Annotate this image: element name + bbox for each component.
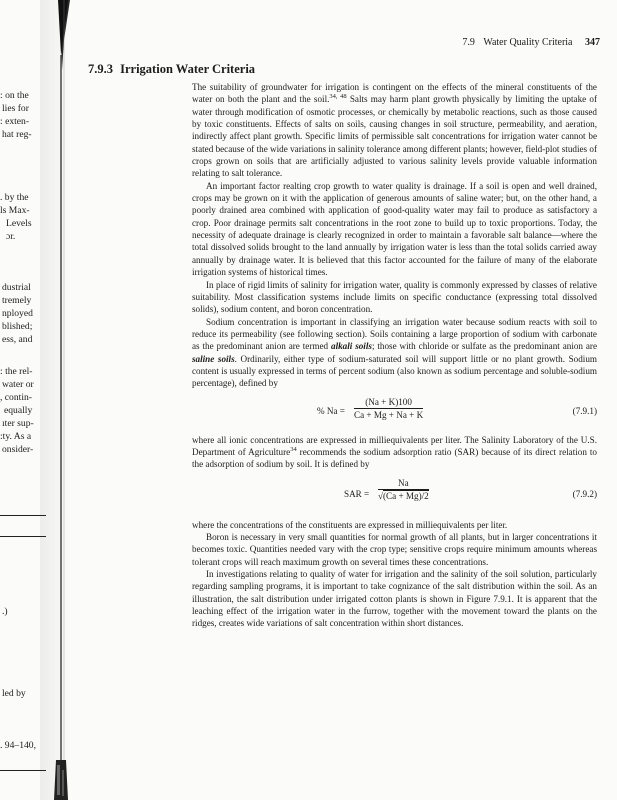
- book-spine: [44, 0, 74, 800]
- equation-number: (7.9.2): [572, 488, 597, 499]
- fragment-line: lies for: [2, 103, 29, 114]
- fragment-line: onsider-: [2, 444, 34, 455]
- running-header: [430, 37, 600, 48]
- body-text: [192, 81, 597, 630]
- equation-sar: [192, 477, 597, 511]
- adjacent-page-fragments: [0, 0, 46, 800]
- paragraph: where all ionic concentrations are expressed in milliequivalents per liter. The Salinity Laboratory of the U.S. Department of Agriculture$^{34}$ recommends the sodium adsorption ratio (SAR) because of its direct relation to the adsorption of sodium by soil. It is defined by: [192, 434, 597, 470]
- fragment-line: equally: [4, 405, 33, 416]
- fragment-line: : the rel-: [0, 366, 33, 377]
- paragraph: In investigations relating to quality of water for irrigation and the salinity of the soil solution, particularly regarding sampling programs, it is important to take cognizance of the salt distribution within the soil. As an illustration, the salt distribution under irrigated cotton plants is shown in Figure 7.9.1. It is apparent that the leaching effect of the irrigation water in the furrow, together with the movement toward the plants on the ridges, creates wide variations of salt concentration within short distances.: [192, 569, 597, 629]
- fragment-line: . 94–140,: [0, 740, 36, 751]
- fragment-line: ess, and: [2, 334, 33, 345]
- fragment-line: . by the: [0, 192, 29, 203]
- term-saline-soils: saline soils: [192, 353, 235, 364]
- citation-superscript: 34: [290, 445, 297, 453]
- paragraph: where the concentrations of the constituents are expressed in milliequivalents per liter.: [192, 519, 508, 530]
- footnote-rule: [0, 770, 46, 771]
- equation-fraction: [378, 477, 429, 503]
- paragraph: Boron is necessary in very small quantities for normal growth of all plants, but in larger concentrations it becomes toxic. Quantities needed vary with the crop type; sensitive crops require minimum amounts whereas tolerant crops will reach maximum growth on several times these concentrations.: [192, 531, 597, 567]
- fragment-line: blished;: [2, 321, 33, 332]
- fragment-line: tremely: [2, 295, 32, 306]
- equation-numerator: Na: [378, 477, 429, 490]
- fragment-line: nployed: [2, 308, 33, 319]
- spine-graphic: [44, 0, 74, 800]
- equation-number: (7.9.1): [572, 405, 597, 416]
- sqrt-symbol: √: [378, 490, 384, 501]
- fragment-line: hat reg-: [2, 129, 32, 140]
- footnote-rule: [0, 515, 46, 516]
- fragment-line: ls Max-: [0, 205, 30, 216]
- fragment-line: Levels: [6, 218, 32, 229]
- header-section-ref: 7.9: [462, 37, 475, 48]
- fragment-line: ıter sup-: [2, 418, 34, 429]
- fragment-line: .): [2, 606, 8, 617]
- equation-lhs: % Na =: [317, 405, 345, 416]
- paragraph: The suitability of groundwater for irrigation is contingent on the effects of the mineral constituents of the water on both the plant and the soil.$^{34, 48}$ Salts may harm plant growth physically by limiting the uptake of water through modification of osmotic processes, or chemically by metabolic reactions, such as those caused by toxic constituents. Effects of salts on soils, causing changes in soil structure, permeability, and aeration, indirectly affect plant growth. Specific limits of permissible salt concentrations for irrigation water cannot be stated because of the wide variations in salinity tolerance among different plants; however, field-plot studies of crops grown on soils that are artificially adjusted to various salinity levels provide valuable information relating to salt tolerance.: [192, 82, 598, 179]
- equation-percent-sodium: [192, 396, 597, 426]
- fragment-line: , contin-: [0, 392, 32, 403]
- paragraph: In place of rigid limits of salinity for irrigation water, quality is commonly expressed by classes of relative suitability. Most classification systems include limits on specific conductance (expressing total dissolved solids), sodium content, and boron concentration.: [192, 279, 597, 315]
- fragment-line: : on the: [0, 90, 29, 101]
- fragment-line: led by: [2, 688, 26, 699]
- footnote-rule: [0, 536, 46, 537]
- paragraph: An important factor realting crop growth to water quality is drainage. If a soil is open and well drained, crops may be grown on it with the application of generous amounts of saline water; but, on the other hand, a poorly drained area combined with application of good-quality water may fail to produce as satisfactory a crop. Poor drainage permits salt concentrations in the root zone to build up to toxic proportions. Today, the necessity of adequate drainage is clearly recognized in order to maintain a favorable salt balance—where the total dissolved solids brought to the land annually by irrigation water is less than the total solids carried away annually by drainage water. It is believed that this factor accounted for the failure of many of the elaborate irrigation systems of historical times.: [192, 180, 597, 278]
- section-number: 7.9.3: [88, 62, 113, 76]
- section-title: Irrigation Water Criteria: [120, 62, 256, 76]
- fragment-line: :ty. As a: [0, 431, 32, 442]
- fragment-line: water or: [2, 379, 34, 390]
- fragment-line: ɔr.: [6, 231, 16, 242]
- equation-lhs: SAR =: [344, 488, 370, 499]
- equation-denominator: √(Ca + Mg)/2: [378, 490, 429, 501]
- fragment-line: dustrial: [2, 282, 31, 293]
- section-heading: [88, 62, 255, 77]
- equation-fraction: [354, 396, 423, 422]
- fragment-line: : exten-: [0, 116, 30, 127]
- paragraph: Sodium concentration is important in classifying an irrigation water because sodium reacts with soil to reduce its permeability (see following section). Soils containing a large proportion of sodium with carbonate as the predominant anion are termed alkali soils; those with chloride or sulfate as the predominant anion are saline soils. Ordinarily, either type of sodium-saturated soil will support little or no plant growth. Sodium content is usually expressed in terms of percent sodium (also known as sodium percentage and soluble-sodium percentage), defined by: [192, 316, 598, 389]
- term-alkali-soils: alkali soils: [331, 341, 372, 352]
- citation-superscript: 34, 48: [329, 93, 347, 101]
- header-title: Water Quality Criteria: [483, 37, 573, 48]
- equation-denominator: Ca + Mg + Na + K: [354, 409, 424, 420]
- equation-numerator: (Na + K)100: [354, 396, 423, 409]
- page-number: 347: [585, 37, 600, 48]
